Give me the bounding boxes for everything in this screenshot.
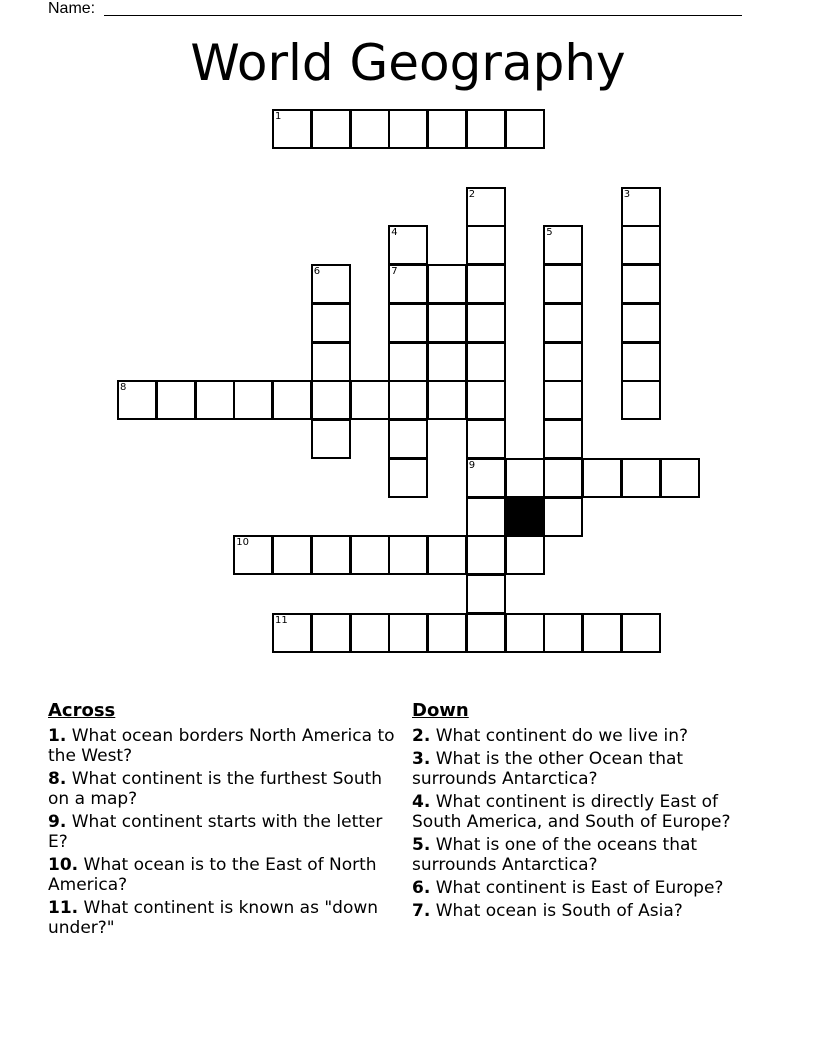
crossword-cell[interactable]	[543, 458, 583, 498]
clue-text: What ocean borders North America to the West?	[48, 726, 395, 766]
across-clue	[48, 898, 400, 938]
clue-number: 4	[391, 227, 398, 239]
clue-number: 3	[623, 188, 631, 200]
crossword-cell[interactable]	[466, 458, 506, 498]
crossword-cell[interactable]	[427, 303, 467, 343]
clue-number: 11.	[48, 898, 79, 918]
clue-text: What continent is known as "down under?"	[48, 898, 379, 938]
crossword-cell[interactable]	[505, 109, 545, 149]
down-clue	[412, 792, 762, 832]
clue-number: 3.	[412, 749, 431, 769]
crossword-cell[interactable]	[156, 380, 196, 420]
crossword-cell[interactable]	[117, 380, 157, 420]
clue-text: What continent is the furthest South on a map?	[48, 769, 383, 809]
name-write-line[interactable]	[104, 15, 742, 16]
crossword-cell[interactable]	[427, 109, 467, 149]
crossword-cell[interactable]	[311, 380, 351, 420]
crossword-cell[interactable]	[388, 225, 428, 265]
down-clues	[412, 700, 762, 924]
crossword-cell[interactable]	[466, 497, 506, 537]
crossword-cell[interactable]	[466, 264, 506, 304]
crossword-cell[interactable]	[427, 264, 467, 304]
crossword-cell[interactable]	[466, 303, 506, 343]
crossword-cell[interactable]	[233, 380, 273, 420]
crossword-cell[interactable]	[621, 303, 661, 343]
across-clue	[48, 855, 400, 895]
clue-text: What ocean is to the East of North America?	[48, 855, 377, 895]
crossword-cell[interactable]	[621, 187, 661, 227]
clue-number: 9	[468, 459, 476, 471]
crossword-cell[interactable]	[311, 419, 351, 459]
crossword-cell[interactable]	[311, 613, 351, 653]
crossword-cell[interactable]	[543, 303, 583, 343]
clue-number: 4.	[412, 792, 431, 812]
crossword-cell[interactable]	[466, 109, 506, 149]
crossword-cell[interactable]	[388, 535, 428, 575]
crossword-cell[interactable]	[582, 458, 622, 498]
crossword-cell[interactable]	[427, 613, 467, 653]
clue-number: 8.	[48, 769, 67, 789]
crossword-cell[interactable]	[543, 380, 583, 420]
crossword-cell[interactable]	[350, 535, 390, 575]
crossword-cell[interactable]	[505, 535, 545, 575]
crossword-cell[interactable]	[466, 419, 506, 459]
crossword-cell[interactable]	[466, 187, 506, 227]
crossword-cell[interactable]	[272, 613, 312, 653]
crossword-block	[505, 497, 545, 537]
crossword-cell[interactable]	[388, 264, 428, 304]
clue-number: 2	[468, 188, 476, 200]
clue-text: What ocean is South of Asia?	[435, 901, 683, 921]
clue-number: 6	[313, 266, 321, 277]
crossword-cell[interactable]	[621, 225, 661, 265]
crossword-cell[interactable]	[195, 380, 235, 420]
down-clue	[412, 878, 762, 898]
clue-number: 11	[275, 614, 288, 626]
name-label: Name:	[48, 0, 96, 17]
crossword-cell[interactable]	[388, 613, 428, 653]
crossword-cell[interactable]	[427, 342, 467, 382]
crossword-cell[interactable]	[543, 264, 583, 304]
crossword-cell[interactable]	[350, 380, 390, 420]
crossword-cell[interactable]	[621, 342, 661, 382]
crossword-cell[interactable]	[388, 342, 428, 382]
crossword-cell[interactable]	[388, 419, 428, 459]
down-clue	[412, 901, 762, 921]
crossword-cell[interactable]	[388, 380, 428, 420]
crossword-cell[interactable]	[350, 613, 390, 653]
crossword-cell[interactable]	[272, 535, 312, 575]
down-heading: Down	[412, 700, 469, 721]
crossword-cell[interactable]	[543, 342, 583, 382]
crossword-cell[interactable]	[621, 458, 661, 498]
clue-number: 10.	[48, 855, 79, 875]
clue-number: 5	[546, 227, 553, 239]
crossword-cell[interactable]	[388, 109, 428, 149]
crossword-cell[interactable]	[582, 613, 622, 653]
crossword-cell[interactable]	[427, 535, 467, 575]
down-clue	[412, 726, 762, 746]
across-clue	[48, 726, 400, 766]
clue-text: What is the other Ocean that surrounds Antarctica?	[412, 749, 684, 789]
clue-text: What continent is East of Europe?	[435, 878, 724, 898]
crossword-cell[interactable]	[311, 342, 351, 382]
clue-number: 10	[236, 537, 249, 549]
crossword-cell[interactable]	[272, 380, 312, 420]
clue-number: 8	[120, 382, 127, 394]
crossword-cell[interactable]	[311, 264, 351, 304]
crossword-cell[interactable]	[466, 535, 506, 575]
crossword-cell[interactable]	[543, 613, 583, 653]
crossword-cell[interactable]	[272, 109, 312, 149]
crossword-cell[interactable]	[543, 225, 583, 265]
crossword-cell[interactable]	[621, 380, 661, 420]
crossword-cell[interactable]	[388, 458, 428, 498]
crossword-cell[interactable]	[660, 458, 700, 498]
clue-text: What continent do we live in?	[435, 726, 689, 746]
down-clue	[412, 749, 762, 789]
crossword-cell[interactable]	[543, 419, 583, 459]
clue-number: 7	[391, 266, 398, 277]
clue-number: 9.	[48, 812, 67, 832]
crossword-cell[interactable]	[621, 613, 661, 653]
clue-number: 6.	[412, 878, 431, 898]
page-title: World Geography	[190, 34, 626, 92]
crossword-cell[interactable]	[621, 264, 661, 304]
across-heading: Across	[48, 700, 116, 721]
crossword-cell[interactable]	[466, 574, 506, 614]
crossword-cell[interactable]	[505, 613, 545, 653]
clue-number: 5.	[412, 835, 431, 855]
clue-text: What continent is directly East of South America, and South of Europe?	[412, 792, 731, 832]
across-clue	[48, 812, 400, 852]
crossword-cell[interactable]	[233, 535, 273, 575]
clue-number: 7.	[412, 901, 431, 921]
across-clue	[48, 769, 400, 809]
crossword-cell[interactable]	[350, 109, 390, 149]
crossword-cell[interactable]	[543, 497, 583, 537]
crossword-cell[interactable]	[466, 225, 506, 265]
crossword-cell[interactable]	[466, 613, 506, 653]
across-clues	[48, 700, 400, 941]
clue-number: 1	[275, 111, 282, 122]
clue-number: 2.	[412, 726, 431, 746]
crossword-cell[interactable]	[311, 109, 351, 149]
crossword-cell[interactable]	[466, 342, 506, 382]
crossword-cell[interactable]	[311, 303, 351, 343]
crossword-cell[interactable]	[388, 303, 428, 343]
clue-number: 1.	[48, 726, 67, 746]
crossword-cell[interactable]	[466, 380, 506, 420]
down-clue	[412, 835, 762, 875]
crossword-cell[interactable]	[427, 380, 467, 420]
crossword-cell[interactable]	[311, 535, 351, 575]
crossword-cell[interactable]	[505, 458, 545, 498]
clue-text: What continent starts with the letter E?	[48, 812, 383, 852]
clue-text: What is one of the oceans that surrounds Antarctica?	[412, 835, 698, 875]
